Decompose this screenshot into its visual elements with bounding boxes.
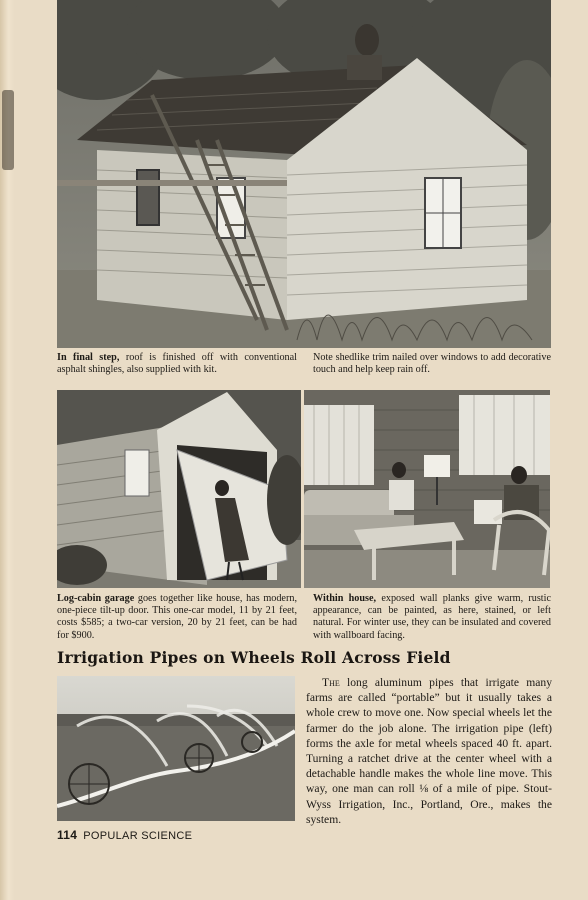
magazine-name: POPULAR SCIENCE [83,830,193,842]
photo-log-cabin-house [57,0,551,348]
page-footer [57,828,192,842]
page-number: 114 [57,828,78,842]
caption-roof-text: roof is finished off with conventional asphalt shingles, also supplied with kit. [57,352,297,376]
caption-interior-lead: Within house, [313,593,377,604]
article-headline: Irrigation Pipes on Wheels Roll Across Field [57,648,451,667]
caption-trim [313,352,551,376]
article-lead-word: The [322,676,340,689]
caption-garage-text: goes together like house, has modern, one-piece tilt-up door. This one-car model, 11 by 21 feet, costs $585; a two-car version, 20 by 21 feet, can be had for $900. [57,593,297,641]
photo-log-cabin-garage [57,390,301,588]
caption-roof [57,352,297,376]
caption-interior [313,593,551,642]
photo-house-interior [304,390,550,588]
article-body-text: long aluminum pipes that irrigate many farms are called “portable” but it usually takes a whole crew to move one. Now special wheels let the farmer do the job alone. The irrigation pipe (left) forms the axle for metal wheels spaced 40 ft. apart. Turning a ratchet drive at the center wheel with a detachable handle makes the whole line move. This way, one man can roll ⅛ of a mile of pipe. Stout-Wyss Irrigation, Inc., Portland, Ore., makes the system. [306,676,552,826]
binding-mark [2,90,14,170]
article-body [306,675,552,827]
caption-garage-lead: Log-cabin garage [57,593,135,604]
caption-trim-text: Note shedlike trim nailed over windows to add decorative touch and help keep rain off. [313,352,551,376]
caption-garage [57,593,297,642]
caption-roof-lead: In final step, [57,352,120,363]
photo-irrigation-pipes [57,676,295,821]
caption-interior-text: exposed wall planks give warm, rustic appearance, can be painted, as here, stained, or left natural. For winter use, they can be insulated and covered with wallboard facing. [313,593,551,641]
